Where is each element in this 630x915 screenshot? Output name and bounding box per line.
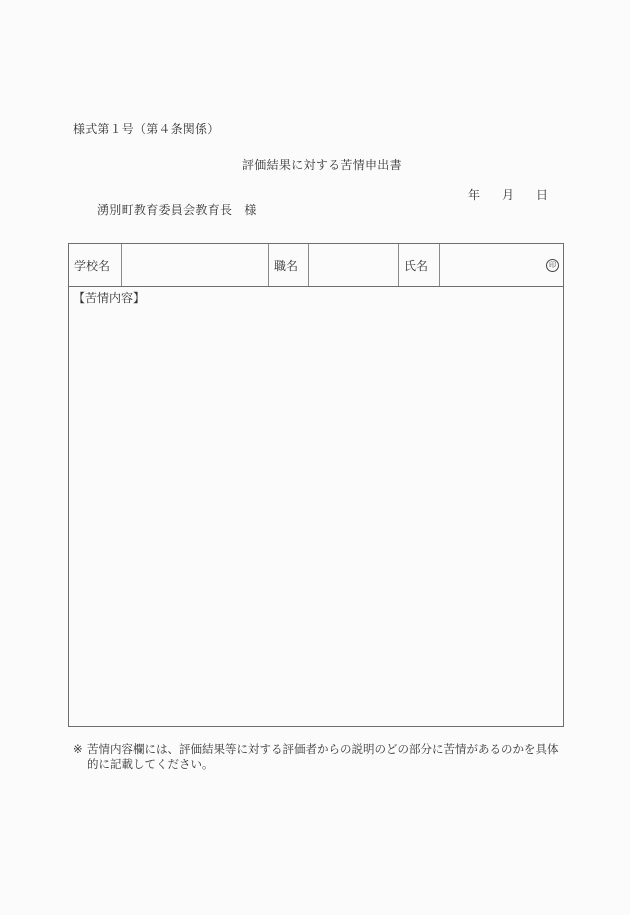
seal-icon: 印 — [546, 259, 559, 272]
form-number: 様式第１号（第４条関係） — [73, 122, 220, 136]
addressee-name: 湧別町教育委員会教育長 — [97, 203, 233, 217]
note-text: 苦情内容欄には、評価結果等に対する評価者からの説明のどの部分に苦情があるのかを具体的に記載してください。 — [87, 742, 559, 771]
job-title-field[interactable] — [309, 244, 399, 286]
applicant-name-label: 氏名 — [399, 244, 440, 286]
applicant-info-row — [69, 244, 563, 287]
complaint-content-label: 【苦情内容】 — [73, 291, 146, 305]
instruction-note — [73, 742, 563, 772]
complaint-form-table — [68, 243, 564, 727]
year-label: 年 — [468, 188, 481, 202]
month-label: 月 — [502, 188, 515, 202]
addressee-honorific: 様 — [244, 203, 257, 217]
note-mark: ※ — [73, 742, 83, 756]
school-name-label: 学校名 — [69, 244, 122, 286]
date-line — [468, 186, 548, 203]
job-title-label: 職名 — [269, 244, 309, 286]
day-label: 日 — [536, 188, 549, 202]
applicant-name-field[interactable] — [440, 244, 563, 286]
complaint-content-field[interactable] — [69, 287, 563, 726]
document-title: 評価結果に対する苦情申出書 — [242, 158, 402, 172]
addressee — [97, 201, 257, 218]
school-name-field[interactable] — [122, 244, 269, 286]
